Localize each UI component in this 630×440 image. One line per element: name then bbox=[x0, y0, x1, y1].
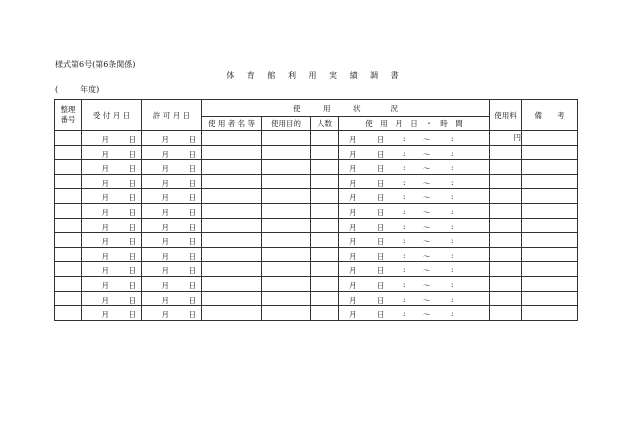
people-cell[interactable] bbox=[311, 233, 339, 248]
remarks-cell[interactable] bbox=[522, 174, 578, 189]
reception-date-cell[interactable] bbox=[82, 160, 142, 175]
header-user-name: 使 用 者 名 等 bbox=[202, 117, 262, 131]
permission-date-cell[interactable] bbox=[142, 189, 202, 204]
day-label: 日 bbox=[377, 178, 385, 188]
day-label: 日 bbox=[128, 237, 136, 247]
reception-date-cell[interactable] bbox=[82, 203, 142, 218]
people-cell[interactable] bbox=[311, 189, 339, 204]
day-label: 日 bbox=[188, 310, 196, 320]
month-label: 月 bbox=[101, 222, 109, 232]
number-cell[interactable] bbox=[55, 306, 82, 321]
reception-date-cell[interactable] bbox=[82, 145, 142, 160]
month-label: 月 bbox=[349, 295, 357, 305]
remarks-cell[interactable] bbox=[522, 291, 578, 306]
user-name-cell[interactable] bbox=[202, 189, 262, 204]
day-label: 日 bbox=[128, 135, 136, 144]
fiscal-year-open: ( bbox=[55, 85, 59, 94]
month-label: 月 bbox=[101, 266, 109, 276]
colon-label: : bbox=[403, 177, 406, 187]
month-label: 月 bbox=[101, 178, 109, 188]
tilde-label: ～ bbox=[423, 280, 431, 290]
fiscal-year-label: 年度) bbox=[80, 85, 100, 94]
month-label: 月 bbox=[161, 310, 169, 320]
reception-date-cell[interactable] bbox=[82, 276, 142, 291]
fee-cell[interactable]: 円 bbox=[490, 131, 522, 146]
fiscal-year-line bbox=[55, 84, 99, 95]
colon-label: : bbox=[451, 134, 454, 143]
permission-date-cell[interactable] bbox=[142, 306, 202, 321]
tilde-label: ～ bbox=[423, 207, 431, 217]
month-label: 月 bbox=[161, 251, 169, 261]
colon-label: : bbox=[403, 250, 406, 260]
people-cell[interactable] bbox=[311, 262, 339, 277]
fee-cell[interactable] bbox=[490, 247, 522, 262]
usage-datetime-cell[interactable] bbox=[339, 203, 490, 218]
colon-label: : bbox=[451, 250, 454, 260]
colon-label: : bbox=[451, 192, 454, 202]
colon-label: : bbox=[451, 221, 454, 231]
user-name-cell[interactable] bbox=[202, 233, 262, 248]
usage-datetime-cell[interactable] bbox=[339, 262, 490, 277]
number-cell[interactable] bbox=[55, 203, 82, 218]
day-label: 日 bbox=[188, 207, 196, 217]
fee-cell[interactable] bbox=[490, 306, 522, 321]
month-label: 月 bbox=[101, 149, 109, 159]
people-cell[interactable] bbox=[311, 218, 339, 233]
header-number bbox=[55, 100, 82, 131]
purpose-cell[interactable] bbox=[262, 145, 311, 160]
reception-date-cell[interactable] bbox=[82, 174, 142, 189]
day-label: 日 bbox=[188, 135, 196, 144]
month-label: 月 bbox=[161, 295, 169, 305]
header-number-top: 整理 bbox=[60, 105, 76, 114]
month-label: 月 bbox=[161, 149, 169, 159]
purpose-cell[interactable] bbox=[262, 160, 311, 175]
header-number-bottom: 番号 bbox=[60, 115, 76, 124]
user-name-cell[interactable] bbox=[202, 247, 262, 262]
permission-date-cell[interactable] bbox=[142, 291, 202, 306]
header-permission-date: 許 可 月 日 bbox=[142, 100, 202, 131]
remarks-cell[interactable] bbox=[522, 131, 578, 146]
tilde-label: ～ bbox=[423, 149, 431, 159]
month-label: 月 bbox=[161, 222, 169, 232]
fee-cell[interactable] bbox=[490, 233, 522, 248]
people-cell[interactable] bbox=[311, 247, 339, 262]
day-label: 日 bbox=[128, 193, 136, 203]
header-purpose: 使用目的 bbox=[262, 117, 311, 131]
fee-cell[interactable] bbox=[490, 174, 522, 189]
day-label: 日 bbox=[377, 237, 385, 247]
reception-date-cell[interactable] bbox=[82, 131, 142, 146]
tilde-label: ～ bbox=[423, 295, 431, 305]
month-label: 月 bbox=[161, 280, 169, 290]
month-label: 月 bbox=[349, 164, 357, 174]
month-label: 月 bbox=[101, 164, 109, 174]
permission-date-cell[interactable] bbox=[142, 262, 202, 277]
colon-label: : bbox=[403, 265, 406, 275]
month-label: 月 bbox=[101, 295, 109, 305]
day-label: 日 bbox=[377, 193, 385, 203]
usage-datetime-cell[interactable] bbox=[339, 131, 490, 146]
user-name-cell[interactable] bbox=[202, 203, 262, 218]
day-label: 日 bbox=[188, 251, 196, 261]
table-row bbox=[55, 262, 578, 277]
permission-date-cell[interactable] bbox=[142, 131, 202, 146]
day-label: 日 bbox=[128, 178, 136, 188]
day-label: 日 bbox=[188, 164, 196, 174]
usage-datetime-cell[interactable] bbox=[339, 291, 490, 306]
fee-cell[interactable] bbox=[490, 203, 522, 218]
day-label: 日 bbox=[188, 193, 196, 203]
permission-date-cell[interactable] bbox=[142, 233, 202, 248]
purpose-cell[interactable] bbox=[262, 247, 311, 262]
usage-record-table bbox=[54, 99, 578, 321]
remarks-cell[interactable] bbox=[522, 189, 578, 204]
reception-date-cell[interactable] bbox=[82, 306, 142, 321]
purpose-cell[interactable] bbox=[262, 233, 311, 248]
reception-date-cell[interactable] bbox=[82, 233, 142, 248]
people-cell[interactable] bbox=[311, 160, 339, 175]
usage-datetime-cell[interactable] bbox=[339, 189, 490, 204]
month-label: 月 bbox=[349, 266, 357, 276]
day-label: 日 bbox=[377, 207, 385, 217]
fee-cell[interactable] bbox=[490, 291, 522, 306]
table-row bbox=[55, 174, 578, 189]
number-cell[interactable] bbox=[55, 160, 82, 175]
colon-label: : bbox=[451, 236, 454, 246]
day-label: 日 bbox=[377, 222, 385, 232]
permission-date-cell[interactable] bbox=[142, 218, 202, 233]
fee-cell[interactable] bbox=[490, 189, 522, 204]
table-row bbox=[55, 131, 578, 146]
purpose-cell[interactable] bbox=[262, 218, 311, 233]
remarks-cell[interactable] bbox=[522, 218, 578, 233]
month-label: 月 bbox=[101, 193, 109, 203]
permission-date-cell[interactable] bbox=[142, 203, 202, 218]
purpose-cell[interactable] bbox=[262, 276, 311, 291]
colon-label: : bbox=[451, 177, 454, 187]
header-fee: 使用料 bbox=[490, 100, 522, 131]
permission-date-cell[interactable] bbox=[142, 160, 202, 175]
colon-label: : bbox=[403, 192, 406, 202]
colon-label: : bbox=[403, 294, 406, 304]
day-label: 日 bbox=[128, 266, 136, 276]
user-name-cell[interactable] bbox=[202, 218, 262, 233]
number-cell[interactable] bbox=[55, 189, 82, 204]
table-row bbox=[55, 306, 578, 321]
day-label: 日 bbox=[188, 149, 196, 159]
colon-label: : bbox=[451, 163, 454, 173]
usage-datetime-cell[interactable] bbox=[339, 174, 490, 189]
day-label: 日 bbox=[128, 207, 136, 217]
permission-date-cell[interactable] bbox=[142, 174, 202, 189]
month-label: 月 bbox=[349, 135, 357, 144]
month-label: 月 bbox=[349, 222, 357, 232]
month-label: 月 bbox=[101, 310, 109, 320]
reception-date-cell[interactable] bbox=[82, 262, 142, 277]
fee-cell[interactable] bbox=[490, 262, 522, 277]
colon-label: : bbox=[403, 148, 406, 158]
day-label: 日 bbox=[128, 295, 136, 305]
document-title: 体 育 館 利 用 実 績 調 書 bbox=[226, 71, 404, 80]
remarks-cell[interactable] bbox=[522, 262, 578, 277]
reception-date-cell[interactable] bbox=[82, 189, 142, 204]
people-cell[interactable] bbox=[311, 174, 339, 189]
purpose-cell[interactable] bbox=[262, 131, 311, 146]
month-label: 月 bbox=[349, 207, 357, 217]
tilde-label: ～ bbox=[423, 237, 431, 247]
user-name-cell[interactable] bbox=[202, 262, 262, 277]
day-label: 日 bbox=[188, 222, 196, 232]
header-usage-datetime: 使 用 月 日 ・ 時 間 bbox=[339, 117, 490, 131]
colon-label: : bbox=[451, 309, 454, 319]
user-name-cell[interactable] bbox=[202, 131, 262, 146]
usage-datetime-cell[interactable] bbox=[339, 233, 490, 248]
month-label: 月 bbox=[161, 193, 169, 203]
table-row bbox=[55, 276, 578, 291]
usage-datetime-cell[interactable] bbox=[339, 218, 490, 233]
user-name-cell[interactable] bbox=[202, 306, 262, 321]
day-label: 日 bbox=[128, 251, 136, 261]
tilde-label: ～ bbox=[423, 164, 431, 174]
month-label: 月 bbox=[161, 178, 169, 188]
month-label: 月 bbox=[161, 266, 169, 276]
usage-datetime-cell[interactable] bbox=[339, 160, 490, 175]
purpose-cell[interactable] bbox=[262, 189, 311, 204]
table-row bbox=[55, 218, 578, 233]
header-people: 人数 bbox=[311, 117, 339, 131]
month-label: 月 bbox=[349, 149, 357, 159]
usage-datetime-cell[interactable] bbox=[339, 145, 490, 160]
number-cell[interactable] bbox=[55, 145, 82, 160]
colon-label: : bbox=[451, 279, 454, 289]
month-label: 月 bbox=[161, 207, 169, 217]
number-cell[interactable] bbox=[55, 131, 82, 146]
month-label: 月 bbox=[101, 280, 109, 290]
day-label: 日 bbox=[128, 164, 136, 174]
number-cell[interactable] bbox=[55, 291, 82, 306]
remarks-cell[interactable] bbox=[522, 160, 578, 175]
remarks-cell[interactable] bbox=[522, 276, 578, 291]
people-cell[interactable] bbox=[311, 145, 339, 160]
month-label: 月 bbox=[101, 251, 109, 261]
day-label: 日 bbox=[128, 222, 136, 232]
day-label: 日 bbox=[377, 149, 385, 159]
day-label: 日 bbox=[188, 280, 196, 290]
purpose-cell[interactable] bbox=[262, 203, 311, 218]
day-label: 日 bbox=[377, 164, 385, 174]
user-name-cell[interactable] bbox=[202, 160, 262, 175]
tilde-label: ～ bbox=[423, 251, 431, 261]
remarks-cell[interactable] bbox=[522, 306, 578, 321]
usage-datetime-cell[interactable] bbox=[339, 247, 490, 262]
tilde-label: ～ bbox=[423, 178, 431, 188]
usage-datetime-cell[interactable] bbox=[339, 276, 490, 291]
day-label: 日 bbox=[128, 310, 136, 320]
month-label: 月 bbox=[349, 251, 357, 261]
purpose-cell[interactable] bbox=[262, 262, 311, 277]
purpose-cell[interactable] bbox=[262, 174, 311, 189]
number-cell[interactable] bbox=[55, 247, 82, 262]
fee-cell[interactable] bbox=[490, 218, 522, 233]
tilde-label: ～ bbox=[423, 222, 431, 232]
remarks-cell[interactable] bbox=[522, 247, 578, 262]
table-row bbox=[55, 233, 578, 248]
remarks-cell[interactable] bbox=[522, 233, 578, 248]
colon-label: : bbox=[451, 148, 454, 158]
month-label: 月 bbox=[161, 237, 169, 247]
reception-date-cell[interactable] bbox=[82, 247, 142, 262]
remarks-cell[interactable] bbox=[522, 203, 578, 218]
month-label: 月 bbox=[349, 237, 357, 247]
day-label: 日 bbox=[377, 295, 385, 305]
month-label: 月 bbox=[101, 207, 109, 217]
table-row bbox=[55, 203, 578, 218]
colon-label: : bbox=[403, 221, 406, 231]
month-label: 月 bbox=[161, 164, 169, 174]
month-label: 月 bbox=[101, 237, 109, 247]
day-label: 日 bbox=[188, 266, 196, 276]
day-label: 日 bbox=[377, 251, 385, 261]
people-cell[interactable] bbox=[311, 276, 339, 291]
table-row bbox=[55, 145, 578, 160]
permission-date-cell[interactable] bbox=[142, 145, 202, 160]
month-label: 月 bbox=[349, 310, 357, 320]
user-name-cell[interactable] bbox=[202, 174, 262, 189]
table-row bbox=[55, 160, 578, 175]
day-label: 日 bbox=[128, 149, 136, 159]
fee-cell[interactable] bbox=[490, 276, 522, 291]
month-label: 月 bbox=[349, 280, 357, 290]
people-cell[interactable] bbox=[311, 306, 339, 321]
number-cell[interactable] bbox=[55, 262, 82, 277]
colon-label: : bbox=[403, 163, 406, 173]
day-label: 日 bbox=[377, 310, 385, 320]
header-reception-date: 受 付 月 日 bbox=[82, 100, 142, 131]
month-label: 月 bbox=[349, 193, 357, 203]
day-label: 日 bbox=[128, 280, 136, 290]
header-usage-status: 使 用 状 況 bbox=[202, 100, 490, 117]
colon-label: : bbox=[451, 294, 454, 304]
header-remarks: 備 考 bbox=[522, 100, 578, 131]
tilde-label: ～ bbox=[423, 266, 431, 276]
tilde-label: ～ bbox=[423, 193, 431, 203]
day-label: 日 bbox=[377, 135, 385, 144]
colon-label: : bbox=[451, 265, 454, 275]
day-label: 日 bbox=[188, 237, 196, 247]
month-label: 月 bbox=[349, 178, 357, 188]
month-label: 月 bbox=[101, 135, 109, 144]
reception-date-cell[interactable] bbox=[82, 218, 142, 233]
colon-label: : bbox=[403, 206, 406, 216]
day-label: 日 bbox=[188, 178, 196, 188]
user-name-cell[interactable] bbox=[202, 291, 262, 306]
permission-date-cell[interactable] bbox=[142, 276, 202, 291]
table-row bbox=[55, 291, 578, 306]
table-row bbox=[55, 247, 578, 262]
people-cell[interactable] bbox=[311, 131, 339, 146]
user-name-cell[interactable] bbox=[202, 276, 262, 291]
table-row bbox=[55, 189, 578, 204]
day-label: 日 bbox=[377, 280, 385, 290]
day-label: 日 bbox=[377, 266, 385, 276]
permission-date-cell[interactable] bbox=[142, 247, 202, 262]
colon-label: : bbox=[403, 134, 406, 143]
day-label: 日 bbox=[188, 295, 196, 305]
form-number: 様式第6号(第6条関係) bbox=[55, 60, 136, 69]
number-cell[interactable] bbox=[55, 218, 82, 233]
people-cell[interactable] bbox=[311, 291, 339, 306]
people-cell[interactable] bbox=[311, 203, 339, 218]
user-name-cell[interactable] bbox=[202, 145, 262, 160]
colon-label: : bbox=[403, 279, 406, 289]
reception-date-cell[interactable] bbox=[82, 291, 142, 306]
tilde-label: ～ bbox=[423, 135, 431, 144]
number-cell[interactable] bbox=[55, 233, 82, 248]
remarks-cell[interactable] bbox=[522, 145, 578, 160]
number-cell[interactable] bbox=[55, 174, 82, 189]
colon-label: : bbox=[403, 236, 406, 246]
colon-label: : bbox=[451, 206, 454, 216]
usage-datetime-cell[interactable] bbox=[339, 306, 490, 321]
month-label: 月 bbox=[161, 135, 169, 144]
purpose-cell[interactable] bbox=[262, 306, 311, 321]
fee-cell[interactable] bbox=[490, 145, 522, 160]
tilde-label: ～ bbox=[423, 310, 431, 320]
purpose-cell[interactable] bbox=[262, 291, 311, 306]
colon-label: : bbox=[403, 309, 406, 319]
fee-cell[interactable] bbox=[490, 160, 522, 175]
number-cell[interactable] bbox=[55, 276, 82, 291]
